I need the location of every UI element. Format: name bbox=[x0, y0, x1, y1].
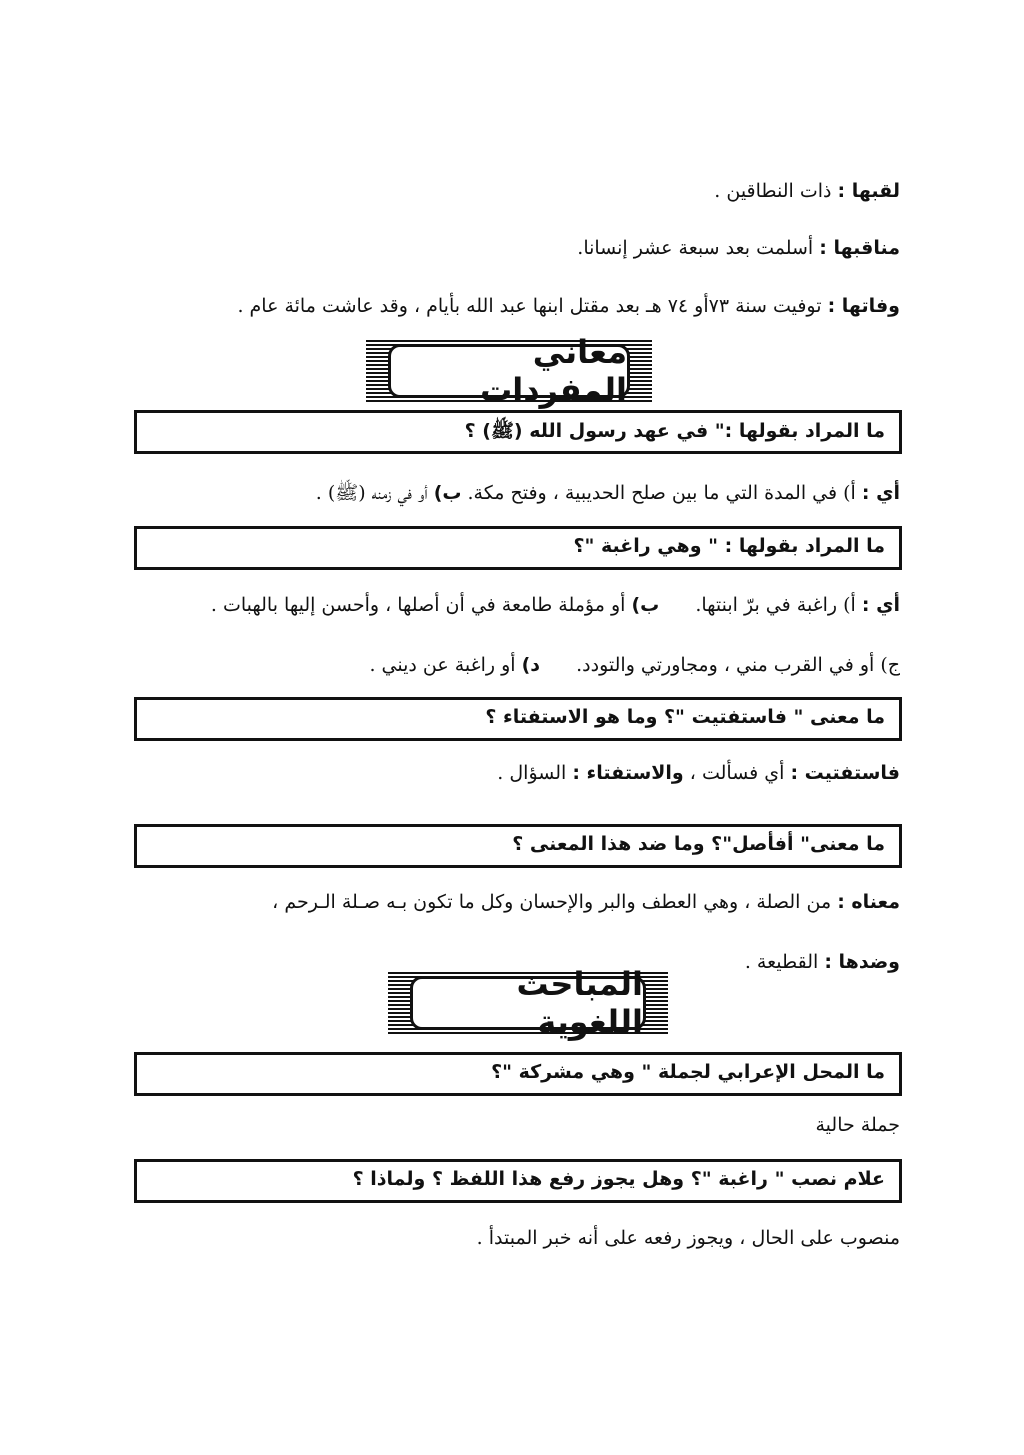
question-box-6 bbox=[134, 1159, 902, 1203]
answer-3-line bbox=[130, 758, 900, 788]
answer-2-line-1 bbox=[130, 590, 900, 620]
answer-2-d-label: د) bbox=[521, 654, 541, 676]
question-6-text: علام نصب " راغبة "؟ وهل يجوز رفع هذا اللفظ ؟ ولماذا ؟ bbox=[352, 1168, 885, 1190]
question-2-text: ما المراد بقولها : " وهي راغبة "؟ bbox=[573, 535, 885, 557]
answer-2-c: ج) أو في القرب مني ، ومجاورتي والتودد. bbox=[576, 654, 900, 676]
answer-5-line bbox=[130, 1110, 900, 1140]
answer-2-b-label: ب) bbox=[631, 594, 660, 616]
question-box-4 bbox=[134, 824, 902, 868]
answer-4-opposite-value: القطيعة . bbox=[744, 951, 819, 973]
manaqib-value: أسلمت بعد سبعة عشر إنسانا. bbox=[577, 237, 814, 259]
answer-3-label-1: فاستفتيت : bbox=[790, 762, 900, 784]
wafat-value: توفيت سنة ٧٣أو ٧٤ هـ بعد مقتل ابنها عبد الله بأيام ، وقد عاشت مائة عام . bbox=[237, 295, 822, 317]
answer-2-label: أي : bbox=[861, 594, 900, 616]
laqab-line bbox=[130, 176, 900, 206]
manaqib-line bbox=[130, 233, 900, 263]
question-1-text: ما المراد بقولها :" في عهد رسول الله (ﷺ) ؟ bbox=[464, 420, 885, 442]
answer-2-b: أو مؤملة طامعة في أن أصلها ، وأحسن إليها بالهبات . bbox=[210, 594, 626, 616]
answer-4-meaning-line bbox=[130, 887, 900, 917]
answer-1-a: أ) في المدة التي ما بين صلح الحديبية ، وفتح مكة. bbox=[467, 482, 856, 504]
answer-4-opposite-label: وضدها : bbox=[824, 951, 900, 973]
answer-2-a: أ) راغبة في برّ ابنتها. bbox=[695, 594, 856, 616]
laqab-value: ذات النطاقين . bbox=[714, 180, 832, 202]
answer-4-meaning-label: معناه : bbox=[837, 891, 900, 913]
answer-3-value-2: السؤال . bbox=[497, 762, 567, 784]
answer-3-label-2: والاستفتاء : bbox=[572, 762, 684, 784]
answer-1-label: أي : bbox=[861, 482, 900, 504]
question-4-text: ما معنى" أفأصل"؟ وما ضد هذا المعنى ؟ bbox=[512, 833, 885, 855]
answer-4-meaning-value: من الصلة ، وهي العطف والبر والإحسان وكل ما تكون بـه صـلة الـرحم ، bbox=[272, 891, 832, 913]
question-5-text: ما المحل الإعرابي لجملة " وهي مشركة "؟ bbox=[491, 1061, 885, 1083]
wafat-label: وفاتها : bbox=[827, 295, 900, 317]
answer-2-d: أو راغبة عن ديني . bbox=[369, 654, 516, 676]
answer-6-line bbox=[130, 1223, 900, 1253]
question-box-2 bbox=[134, 526, 902, 570]
answer-1-b-label: ب) bbox=[433, 482, 462, 504]
grammar-section-title: المباحث اللغوية bbox=[516, 965, 643, 1041]
laqab-label: لقبها : bbox=[837, 180, 900, 202]
answer-1-line bbox=[130, 478, 900, 508]
wafat-line bbox=[130, 291, 900, 321]
vocab-section-banner bbox=[366, 333, 652, 409]
question-box-3 bbox=[134, 697, 902, 741]
answer-6-value: منصوب على الحال ، ويجوز رفعه على أنه خبر المبتدأ . bbox=[476, 1227, 900, 1249]
answer-1-b: أو في زمنه (ﷺ) . bbox=[315, 482, 428, 504]
vocab-section-frame bbox=[388, 333, 630, 409]
question-box-5 bbox=[134, 1052, 902, 1096]
grammar-section-frame bbox=[410, 965, 646, 1041]
question-3-text: ما معنى " فاستفتيت "؟ وما هو الاستفتاء ؟ bbox=[485, 706, 885, 728]
vocab-section-title: معاني المفردات bbox=[480, 333, 627, 409]
manaqib-label: مناقبها : bbox=[819, 237, 900, 259]
question-box-1 bbox=[134, 410, 902, 454]
grammar-section-banner bbox=[388, 965, 668, 1041]
answer-2-line-2 bbox=[130, 650, 900, 680]
answer-3-value-1: أي فسألت ، bbox=[689, 762, 785, 784]
answer-5-value: جملة حالية bbox=[815, 1114, 900, 1136]
